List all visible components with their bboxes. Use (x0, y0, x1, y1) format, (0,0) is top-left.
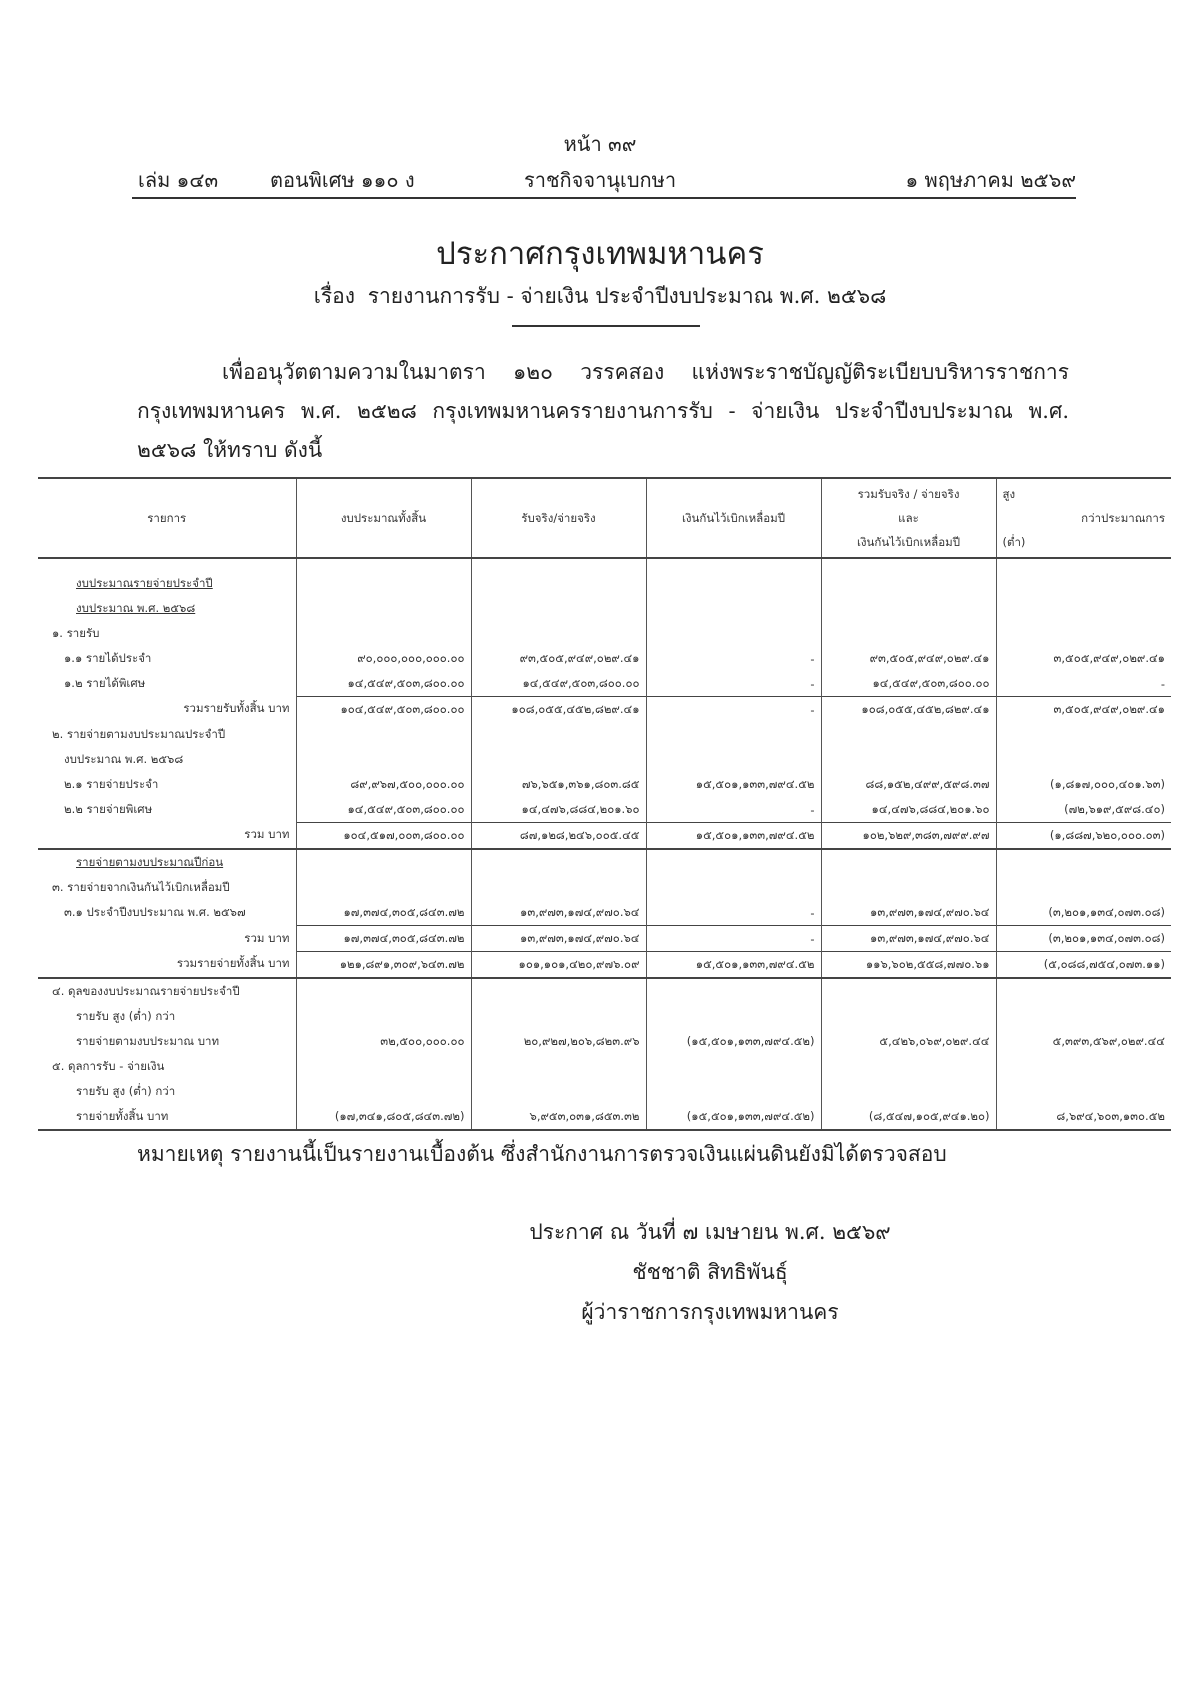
header-variance-line3: (ต่ำ) (1002, 535, 1026, 549)
table-row (38, 1104, 1171, 1130)
cell-budget: ๑๗,๓๗๔,๓๐๕,๘๔๓.๗๒ (296, 900, 471, 926)
cell-combined (821, 596, 996, 621)
cell-budget (296, 1004, 471, 1029)
cell-combined: ๑๓,๙๗๓,๑๗๔,๙๗๐.๖๔ (821, 900, 996, 926)
page-number: หน้า ๓๙ (563, 132, 637, 156)
row-label: ๓. รายจ่ายจากเงินกันไว้เบิกเหลื่อมปี (52, 879, 230, 894)
header-budget: งบประมาณทั้งสิ้น (296, 478, 471, 558)
cell-combined: ๕,๔๒๖,๐๖๙,๐๒๙.๔๔ (821, 1029, 996, 1054)
cell-reserve (646, 747, 821, 772)
cell-reserve: - (646, 797, 821, 823)
cell-budget: ๑๔,๕๔๙,๕๐๓,๘๐๐.๐๐ (296, 671, 471, 697)
header-actual: รับจริง/จ่ายจริง (471, 478, 646, 558)
row-label: ๒. รายจ่ายตามงบประมาณประจำปี (52, 726, 226, 741)
cell-reserve (646, 1079, 821, 1104)
cell-actual: ๑๐๑,๑๐๑,๔๒๐,๙๗๖.๐๙ (471, 952, 646, 979)
table-row (38, 978, 1171, 1004)
cell-budget (296, 1054, 471, 1079)
cell-actual (471, 571, 646, 596)
gazette-publication: ราชกิจจานุเบกษา (524, 168, 677, 192)
cell-reserve (646, 849, 821, 875)
table-row (38, 747, 1171, 772)
cell-budget (296, 875, 471, 900)
cell-combined (821, 849, 996, 875)
table-row (38, 849, 1171, 875)
cell-actual (471, 1079, 646, 1104)
cell-actual: ๑๔,๕๔๙,๕๐๓,๘๐๐.๐๐ (471, 671, 646, 697)
row-label: ๒.๑ รายจ่ายประจำ (64, 776, 159, 791)
cell-reserve: - (646, 926, 821, 952)
cell-budget: ๑๒๑,๘๙๑,๓๐๙,๖๔๓.๗๒ (296, 952, 471, 979)
cell-budget (296, 596, 471, 621)
cell-actual: ๑๐๘,๐๕๕,๔๕๒,๘๒๙.๔๑ (471, 697, 646, 723)
table-row (38, 952, 1171, 979)
cell-budget: ๑๔,๕๔๙,๕๐๓,๘๐๐.๐๐ (296, 797, 471, 823)
table-header-row (38, 478, 1171, 558)
cell-variance (996, 1004, 1171, 1029)
row-label: รวม บาท (38, 823, 296, 850)
table-row (38, 1054, 1171, 1079)
cell-reserve (646, 621, 821, 646)
gazette-date: ๑ พฤษภาคม ๒๕๖๙ (905, 168, 1076, 192)
intro-text: เพื่ออนุวัตตามความในมาตรา ๑๒๐ วรรคสอง แห่งพระราชบัญญัติระเบียบบริหารราชการกรุงเทพมหานคร พ.ศ. ๒๕๒๘ กรุงเทพมหานครรายงานการรับ - จ่ายเงิน ประจำปีงบประมาณ พ.ศ. ๒๕๖๘ ให้ทราบ ดังนี้ (137, 360, 1069, 462)
cell-combined (821, 875, 996, 900)
cell-budget (296, 571, 471, 596)
signatory-name: ชัชชาติ สิทธิพันธุ์ (632, 1260, 788, 1284)
cell-reserve (646, 1054, 821, 1079)
cell-actual: ๗๖,๖๕๑,๓๖๑,๘๐๓.๘๕ (471, 772, 646, 797)
cell-actual (471, 1054, 646, 1079)
cell-reserve (646, 571, 821, 596)
subject-prefix: เรื่อง (313, 284, 356, 308)
table-row (38, 1029, 1171, 1054)
cell-variance (996, 1079, 1171, 1104)
row-label: ๑.๑ รายได้ประจำ (64, 650, 152, 665)
cell-variance (996, 1054, 1171, 1079)
row-label: ๑.๒ รายได้พิเศษ (64, 675, 146, 690)
cell-actual: ๑๓,๙๗๓,๑๗๔,๙๗๐.๖๔ (471, 900, 646, 926)
cell-combined: ๑๔,๔๗๖,๘๘๔,๒๐๑.๖๐ (821, 797, 996, 823)
row-label: งบประมาณ พ.ศ. ๒๕๖๘ (76, 600, 196, 615)
cell-variance (996, 722, 1171, 747)
cell-variance: (๓,๒๐๑,๑๓๔,๐๗๓.๐๘) (996, 926, 1171, 952)
table-row (38, 900, 1171, 926)
cell-combined (821, 1004, 996, 1029)
row-label: งบประมาณ พ.ศ. ๒๕๖๘ (64, 751, 184, 766)
cell-actual (471, 722, 646, 747)
cell-variance: (๓,๒๐๑,๑๓๔,๐๗๓.๐๘) (996, 900, 1171, 926)
header-rule (132, 197, 1076, 199)
cell-budget (296, 1079, 471, 1104)
cell-reserve: - (646, 646, 821, 671)
cell-combined (821, 1054, 996, 1079)
table-spacer (38, 558, 1171, 571)
table-row (38, 621, 1171, 646)
cell-budget (296, 722, 471, 747)
row-label: ๕. ดุลการรับ - จ่ายเงิน (52, 1058, 165, 1073)
cell-variance: ๓,๕๐๕,๙๔๙,๐๒๙.๔๑ (996, 697, 1171, 723)
cell-reserve: (๑๕,๕๐๑,๑๓๓,๗๙๔.๕๒) (646, 1029, 821, 1054)
cell-reserve (646, 722, 821, 747)
cell-actual: ๒๐,๙๒๗,๒๐๖,๘๒๓.๙๖ (471, 1029, 646, 1054)
table-row (38, 926, 1171, 952)
header-variance-line1: สูง (1002, 487, 1016, 501)
cell-actual (471, 875, 646, 900)
cell-variance: (๕,๐๘๘,๗๕๔,๐๗๓.๑๑) (996, 952, 1171, 979)
cell-variance: - (996, 671, 1171, 697)
cell-actual: ๑๓,๙๗๓,๑๗๔,๙๗๐.๖๔ (471, 926, 646, 952)
table-row (38, 571, 1171, 596)
row-label: ๓.๑ ประจำปีงบประมาณ พ.ศ. ๒๕๖๗ (64, 904, 246, 919)
table-row (38, 697, 1171, 723)
cell-combined (821, 621, 996, 646)
row-label: ๔. ดุลของงบประมาณรายจ่ายประจำปี (52, 983, 240, 998)
cell-actual: ๑๔,๔๗๖,๘๘๔,๒๐๑.๖๐ (471, 797, 646, 823)
table-row (38, 671, 1171, 697)
cell-variance (996, 747, 1171, 772)
subject-text: รายงานการรับ - จ่ายเงิน ประจำปีงบประมาณ พ.ศ. ๒๕๖๘ (367, 284, 887, 308)
cell-combined: ๙๓,๕๐๕,๙๔๙,๐๒๙.๔๑ (821, 646, 996, 671)
title-divider (512, 325, 700, 327)
header-item: รายการ (38, 478, 296, 558)
cell-combined: (๘,๕๔๗,๑๐๕,๙๔๑.๒๐) (821, 1104, 996, 1130)
header-combined-line3: เงินกันไว้เบิกเหลื่อมปี (856, 535, 960, 549)
cell-actual (471, 978, 646, 1004)
cell-variance (996, 571, 1171, 596)
cell-variance (996, 875, 1171, 900)
cell-actual (471, 596, 646, 621)
cell-reserve (646, 596, 821, 621)
row-label: รวมรายรับทั้งสิ้น บาท (183, 701, 290, 716)
table-row (38, 875, 1171, 900)
cell-variance (996, 849, 1171, 875)
cell-actual (471, 621, 646, 646)
cell-budget: ๑๐๔,๕๔๙,๕๐๓,๘๐๐.๐๐ (296, 697, 471, 723)
cell-reserve: - (646, 697, 821, 723)
cell-reserve (646, 1004, 821, 1029)
cell-actual (471, 849, 646, 875)
header-variance (996, 478, 1171, 558)
cell-budget (296, 849, 471, 875)
cell-variance: (๗๒,๖๑๙,๕๙๘.๔๐) (996, 797, 1171, 823)
cell-reserve: - (646, 671, 821, 697)
cell-variance (996, 596, 1171, 621)
cell-reserve (646, 978, 821, 1004)
announcement-date: ประกาศ ณ วันที่ ๗ เมษายน พ.ศ. ๒๕๖๙ (529, 1220, 891, 1244)
row-label: ๒.๒ รายจ่ายพิเศษ (64, 801, 153, 816)
row-label: รายจ่ายทั้งสิ้น บาท (38, 1104, 296, 1130)
cell-variance: (๑,๘๘๗,๖๒๐,๐๐๐.๐๓) (996, 823, 1171, 850)
table-row (38, 722, 1171, 747)
cell-reserve: ๑๕,๕๐๑,๑๓๓,๗๙๔.๕๒ (646, 772, 821, 797)
cell-actual: ๖,๙๕๓,๐๓๑,๘๕๓.๓๒ (471, 1104, 646, 1130)
subject-line (0, 280, 1200, 313)
cell-combined (821, 571, 996, 596)
header-combined (821, 478, 996, 558)
cell-budget: ๙๐,๐๐๐,๐๐๐,๐๐๐.๐๐ (296, 646, 471, 671)
cell-budget: ๑๐๔,๕๑๗,๐๐๓,๘๐๐.๐๐ (296, 823, 471, 850)
cell-reserve (646, 875, 821, 900)
row-label: งบประมาณรายจ่ายประจำปี (76, 575, 213, 590)
cell-reserve: (๑๕,๕๐๑,๑๓๓,๗๙๔.๕๒) (646, 1104, 821, 1130)
row-label: รวมรายจ่ายทั้งสิ้น บาท (38, 952, 296, 979)
cell-combined: ๑๐๘,๐๕๕,๔๕๒,๘๒๙.๔๑ (821, 697, 996, 723)
header-combined-line2: และ (898, 511, 919, 525)
cell-actual (471, 1004, 646, 1029)
row-label: รายจ่ายตามงบประมาณ บาท (76, 1033, 220, 1048)
cell-reserve: ๑๕,๕๐๑,๑๓๓,๗๙๔.๕๒ (646, 823, 821, 850)
cell-actual (471, 747, 646, 772)
table-row (38, 797, 1171, 823)
cell-combined: ๘๘,๑๕๒,๔๙๙,๕๙๘.๓๗ (821, 772, 996, 797)
table-row (38, 1079, 1171, 1104)
cell-budget (296, 747, 471, 772)
cell-variance: ๕,๓๙๓,๕๖๙,๐๒๙.๔๔ (996, 1029, 1171, 1054)
cell-combined: ๑๓,๙๗๓,๑๗๔,๙๗๐.๖๔ (821, 926, 996, 952)
header-variance-line2: กว่าประมาณการ (1081, 511, 1165, 525)
cell-combined (821, 722, 996, 747)
gazette-section: ตอนพิเศษ ๑๑๐ ง (270, 168, 415, 192)
cell-reserve: ๑๕,๕๐๑,๑๓๓,๗๙๔.๕๒ (646, 952, 821, 979)
cell-variance (996, 978, 1171, 1004)
cell-variance: (๑,๘๑๗,๐๐๐,๔๐๑.๖๓) (996, 772, 1171, 797)
cell-combined (821, 1079, 996, 1104)
row-label: รวม บาท (244, 930, 290, 945)
cell-variance (996, 621, 1171, 646)
cell-budget: ๘๙,๙๖๗,๕๐๐,๐๐๐.๐๐ (296, 772, 471, 797)
footnote: หมายเหตุ รายงานนี้เป็นรายงานเบื้องต้น ซึ่งสำนักงานการตรวจเงินแผ่นดินยังมิได้ตรวจสอบ (137, 1142, 947, 1166)
cell-budget: (๑๗,๓๔๑,๘๐๕,๘๔๓.๗๒) (296, 1104, 471, 1130)
row-label: ๑. รายรับ (52, 625, 100, 640)
intro-paragraph (137, 353, 1069, 470)
cell-budget (296, 978, 471, 1004)
cell-actual: ๘๗,๑๒๘,๒๔๖,๐๐๕.๔๕ (471, 823, 646, 850)
row-label: รายจ่ายตามงบประมาณปีก่อน (76, 854, 224, 869)
header-combined-line1: รวมรับจริง / จ่ายจริง (857, 487, 960, 501)
cell-actual: ๙๓,๕๐๕,๙๔๙,๐๒๙.๔๑ (471, 646, 646, 671)
header-reserve: เงินกันไว้เบิกเหลื่อมปี (646, 478, 821, 558)
page-title: ประกาศกรุงเทพมหานคร (436, 236, 764, 272)
table-row (38, 772, 1171, 797)
cell-reserve: - (646, 900, 821, 926)
signatory-position: ผู้ว่าราชการกรุงเทพมหานคร (581, 1300, 839, 1324)
cell-combined: ๑๑๖,๖๐๒,๕๕๘,๗๗๐.๖๑ (821, 952, 996, 979)
table-row (38, 1004, 1171, 1029)
table-row (38, 823, 1171, 850)
cell-combined (821, 978, 996, 1004)
cell-combined (821, 747, 996, 772)
cell-variance: ๓,๕๐๕,๙๔๙,๐๒๙.๔๑ (996, 646, 1171, 671)
table-row (38, 596, 1171, 621)
cell-budget: ๓๒,๕๐๐,๐๐๐.๐๐ (296, 1029, 471, 1054)
row-label: รายรับ สูง (ต่ำ) กว่า (76, 1008, 176, 1023)
cell-budget (296, 621, 471, 646)
report-table (38, 477, 1171, 1131)
table-row (38, 646, 1171, 671)
cell-combined: ๑๔,๕๔๙,๕๐๓,๘๐๐.๐๐ (821, 671, 996, 697)
row-label: รายรับ สูง (ต่ำ) กว่า (76, 1083, 176, 1098)
cell-budget: ๑๗,๓๗๔,๓๐๕,๘๔๓.๗๒ (296, 926, 471, 952)
gazette-volume: เล่ม ๑๔๓ (138, 168, 219, 192)
cell-combined: ๑๐๒,๖๒๙,๓๘๓,๗๙๙.๙๗ (821, 823, 996, 850)
cell-variance: ๘,๖๙๔,๖๐๓,๑๓๐.๕๒ (996, 1104, 1171, 1130)
